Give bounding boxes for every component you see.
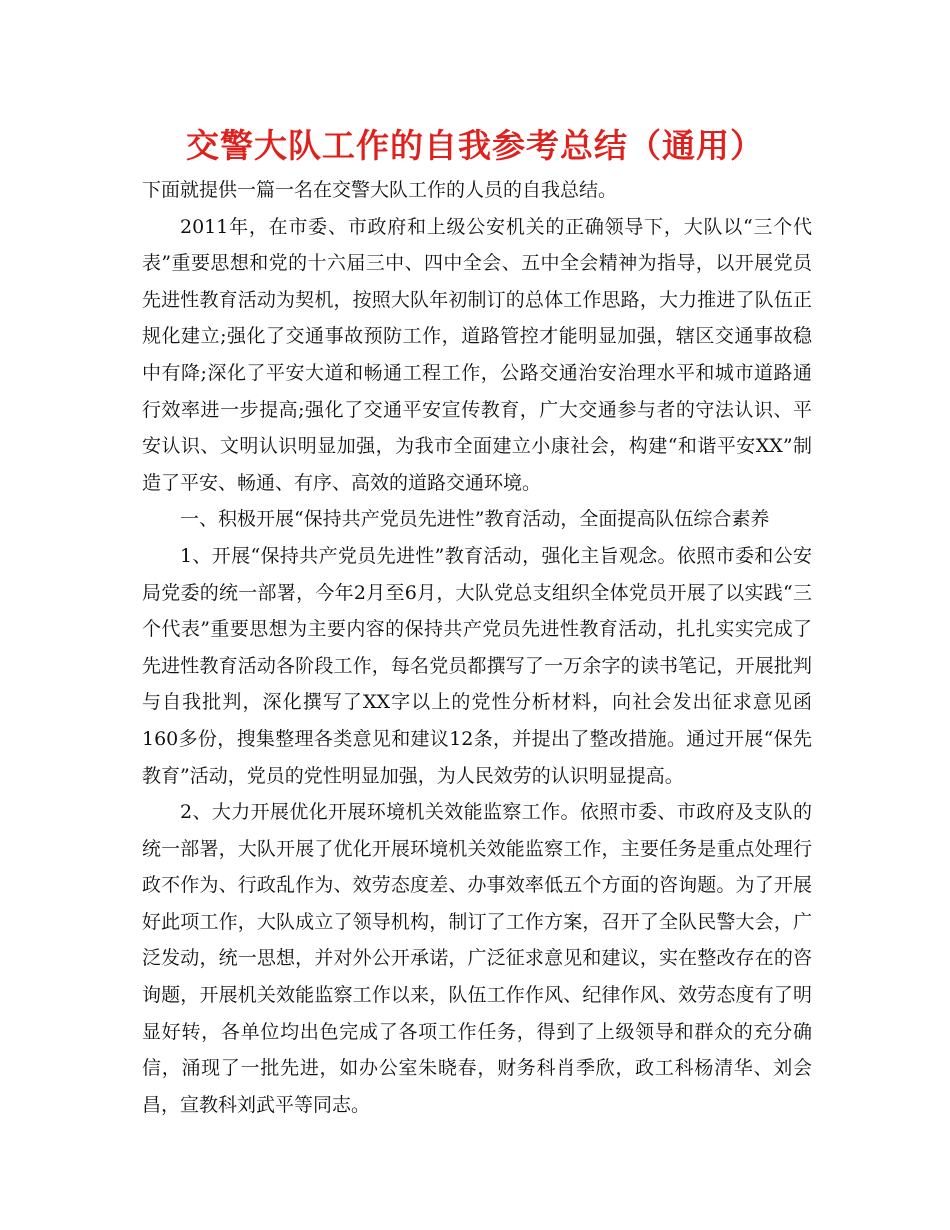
item-paragraph-1: 1、开展“保持共产党员先进性”教育活动，强化主旨观念。依照市委和公安局党委的统一部署，今年2月至6月，大队党总支组织全体党员开展了以实践“三个代表”重要思想为主要内容的保持共产党员先进性教育活动，扎扎实实完成了先进性教育活动各阶段工作，每名党员都撰写了一万余字的读书笔记，开展批判与自我批判，深化撰写了XX字以上的党性分析材料，向社会发出征求意见函160多份，搜集整理各类意见和建议12条，并提出了整改措施。通过开展“保先教育”活动，党员的党性明显加强，为人民效劳的认识明显提高。 [142,544,812,787]
document-title: 交警大队工作的自我参考总结（通用） [186,126,764,165]
intro-paragraph: 下面就提供一篇一名在交警大队工作的人员的自我总结。 [142,179,618,201]
document-body [142,172,812,1123]
summary-paragraph: 2011年，在市委、市政府和上级公安机关的正确领导下，大队以“三个代表”重要思想和党的十六届三中、四中全会、五中全会精神为指导，以开展党员先进性教育活动为契机，按照大队年初制订的总体工作思路，大力推进了队伍正规化建立;强化了交通事故预防工作，道路管控才能明显加强，辖区交通事故稳中有降;深化了平安大道和畅通工程工作，公路交通治安治理水平和城市道路通行效率进一步提高;强化了交通平安宣传教育，广大交通参与者的守法认识、平安认识、文明认识明显加强，为我市全面建立小康社会，构建“和谐平安XX”制造了平安、畅通、有序、高效的道路交通环境。 [142,215,812,494]
item-paragraph-2: 2、大力开展优化开展环境机关效能监察工作。依照市委、市政府及支队的统一部署，大队开展了优化开展环境机关效能监察工作，主要任务是重点处理行政不作为、行政乱作为、效劳态度差、办事效率低五个方面的咨询题。为了开展好此项工作，大队成立了领导机构，制订了工作方案，召开了全队民警大会，广泛发动，统一思想，并对外公开承诺，广泛征求意见和建议，实在整改存在的咨询题，开展机关效能监察工作以来，队伍工作作风、纪律作风、效劳态度有了明显好转，各单位均出色完成了各项工作任务，得到了上级领导和群众的充分确信，涌现了一批先进，如办公室朱晓春，财务科肖季欣，政工科杨清华、刘会昌，宣教科刘武平等同志。 [142,801,812,1116]
section-heading-1: 一、积极开展“保持共产党员先进性”教育活动，全面提高队伍综合素养 [180,508,770,531]
